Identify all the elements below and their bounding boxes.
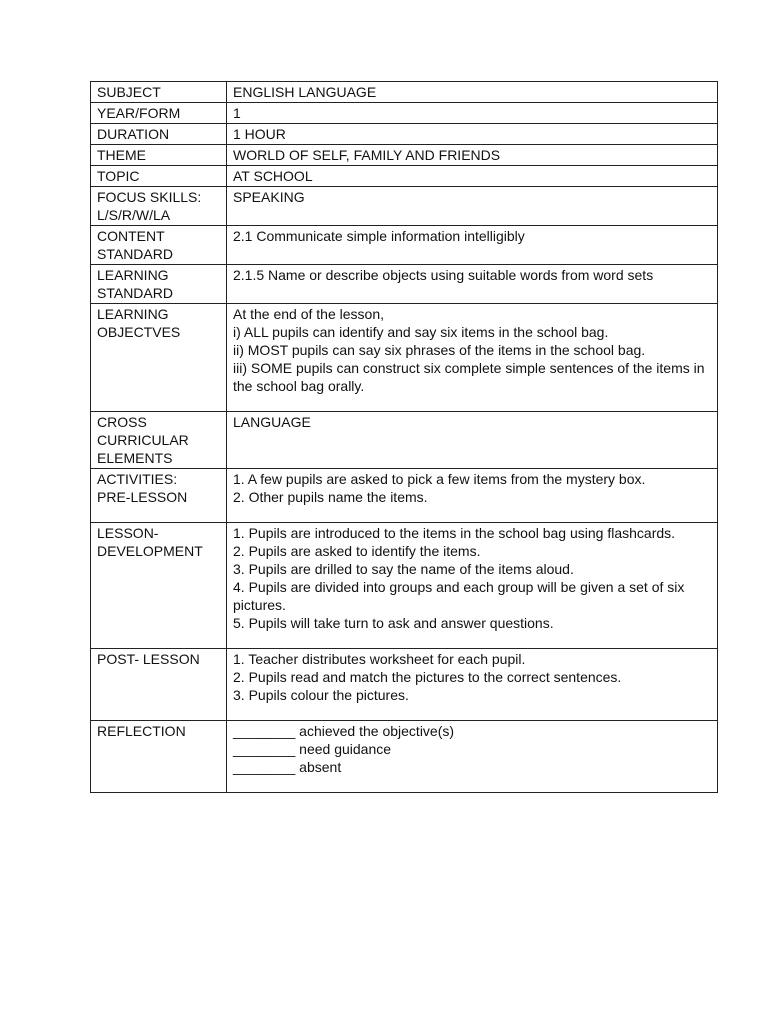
table-row [91,721,718,793]
table-row [91,469,718,523]
row-label-cell [91,82,227,103]
row-label: FOCUS SKILLS: [97,189,202,205]
row-value: 2.1 Communicate simple information intelligibly [233,228,525,244]
row-label: OBJECTVES [97,324,181,340]
row-value: 4. Pupils are divided into groups and each group will be given a set of six pictures. [233,579,685,613]
row-label: SUBJECT [97,84,161,100]
row-label: LEARNING [97,306,169,322]
row-label: YEAR/FORM [97,105,181,121]
row-label: STANDARD [97,285,173,301]
row-value: ________ achieved the objective(s) [233,723,455,739]
row-label: PRE-LESSON [97,489,188,505]
row-value: 1. Pupils are introduced to the items in the school bag using flashcards. [233,525,676,541]
row-value: 3. Pupils colour the pictures. [233,687,409,703]
table-row [91,412,718,469]
row-label-cell [91,166,227,187]
row-label: DURATION [97,126,170,142]
row-value: SPEAKING [233,189,305,205]
row-value: 2. Other pupils name the items. [233,489,428,505]
table-row [91,304,718,412]
row-value-cell [227,412,718,469]
row-label-cell [91,304,227,412]
row-label-cell [91,265,227,304]
row-label: ACTIVITIES: [97,471,178,487]
row-value: 5. Pupils will take turn to ask and answer questions. [233,615,554,631]
row-value-cell [227,226,718,265]
row-value: ii) MOST pupils can say six phrases of the items in the school bag. [233,342,646,358]
table-row [91,166,718,187]
row-value-cell [227,304,718,412]
row-value-cell [227,124,718,145]
row-label-cell [91,187,227,226]
row-value: 1 [233,105,241,121]
row-label: REFLECTION [97,723,186,739]
row-value: 2. Pupils read and match the pictures to the correct sentences. [233,669,622,685]
row-value-cell [227,145,718,166]
row-label: ELEMENTS [97,450,173,466]
row-value-cell [227,82,718,103]
row-label: LESSON- [97,525,159,541]
row-value: ENGLISH LANGUAGE [233,84,377,100]
row-label: DEVELOPMENT [97,543,203,559]
table-row [91,226,718,265]
row-value-cell [227,187,718,226]
row-value: iii) SOME pupils can construct six complete simple sentences of the items in the school bag orally. [233,360,705,394]
row-value: i) ALL pupils can identify and say six items in the school bag. [233,324,609,340]
row-value-cell [227,166,718,187]
row-value: 3. Pupils are drilled to say the name of the items aloud. [233,561,574,577]
table-row [91,265,718,304]
row-label: POST- LESSON [97,651,200,667]
table-row [91,145,718,166]
row-label: CROSS [97,414,147,430]
row-value-cell [227,721,718,793]
row-label: STANDARD [97,246,173,262]
row-value: 2. Pupils are asked to identify the items. [233,543,481,559]
row-value-cell [227,265,718,304]
row-value: 2.1.5 Name or describe objects using suitable words from word sets [233,267,654,283]
table-row [91,649,718,721]
row-label-cell [91,412,227,469]
table-row [91,82,718,103]
table-row [91,523,718,649]
row-value: 1. A few pupils are asked to pick a few items from the mystery box. [233,471,646,487]
row-value: WORLD OF SELF, FAMILY AND FRIENDS [233,147,501,163]
row-label-cell [91,523,227,649]
row-label-cell [91,226,227,265]
row-value-cell [227,649,718,721]
row-label-cell [91,145,227,166]
row-label: LEARNING [97,267,169,283]
row-label: TOPIC [97,168,140,184]
row-label-cell [91,721,227,793]
row-value-cell [227,469,718,523]
row-value: 1. Teacher distributes worksheet for each pupil. [233,651,526,667]
table-row [91,124,718,145]
row-value-cell [227,523,718,649]
row-label: CURRICULAR [97,432,189,448]
row-label: L/S/R/W/LA [97,207,171,223]
row-value: At the end of the lesson, [233,306,384,322]
row-label-cell [91,649,227,721]
row-value-cell [227,103,718,124]
row-label-cell [91,469,227,523]
row-value: LANGUAGE [233,414,311,430]
row-label-cell [91,124,227,145]
row-value: AT SCHOOL [233,168,313,184]
table-row [91,187,718,226]
row-value: ________ absent [233,759,342,775]
row-label-cell [91,103,227,124]
row-value: ________ need guidance [233,741,392,757]
row-value: 1 HOUR [233,126,286,142]
row-label: THEME [97,147,146,163]
lesson-plan-table [90,81,718,793]
row-label: CONTENT [97,228,165,244]
table-row [91,103,718,124]
